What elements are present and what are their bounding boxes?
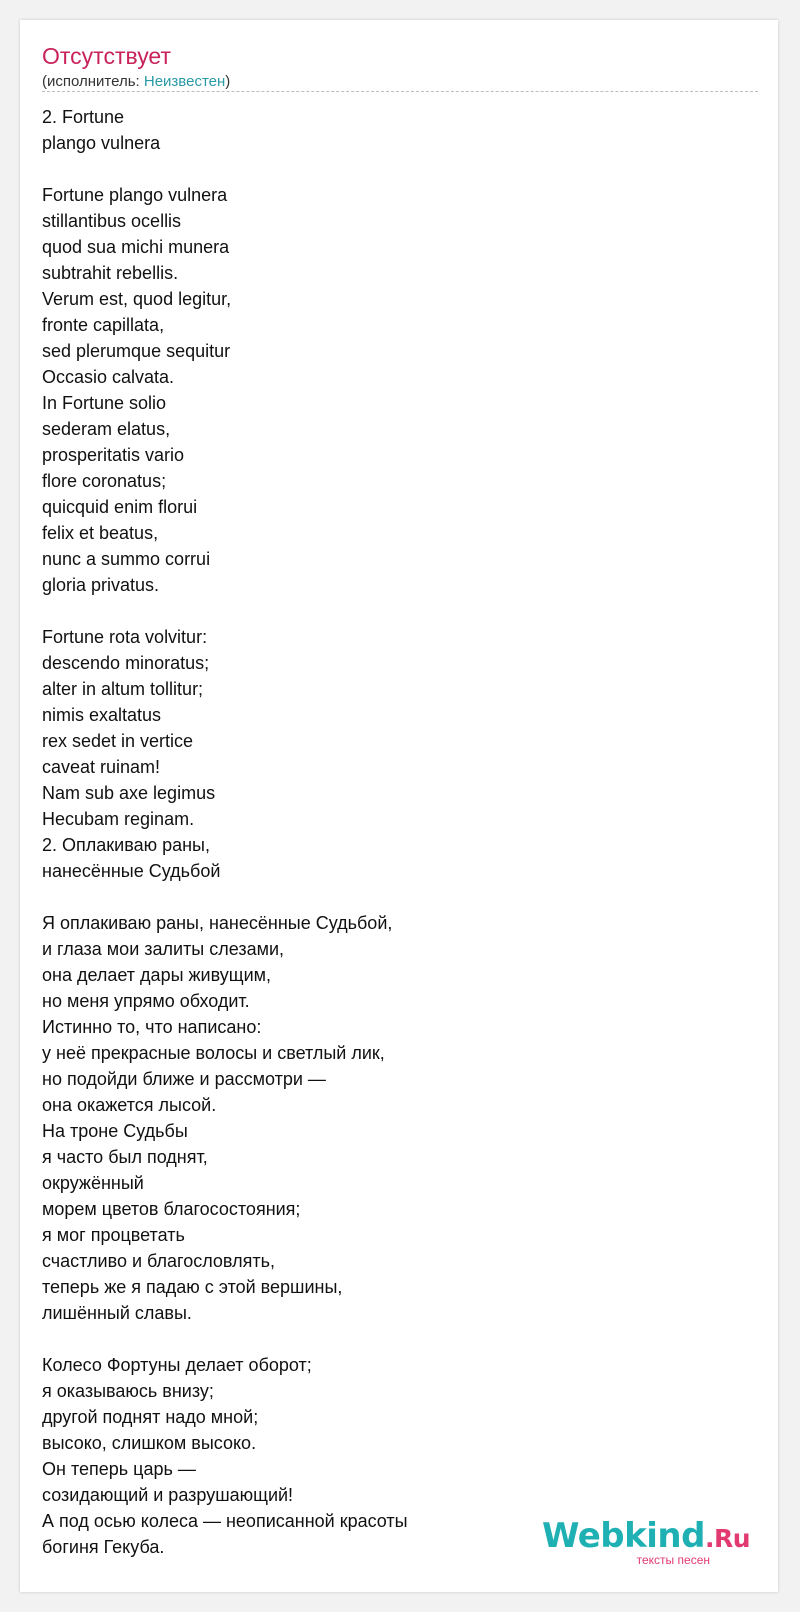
lyric-line: prosperitatis vario — [42, 445, 185, 465]
lyric-line: fronte capillata, — [42, 315, 165, 335]
lyric-line: окружённый — [42, 1173, 144, 1193]
artist-link[interactable]: Неизвестен — [143, 73, 226, 90]
lyric-line: но подойди ближе и рассмотри — — [42, 1069, 326, 1089]
lyric-line: nunc a summo corrui — [42, 549, 211, 569]
lyric-line: Он теперь царь — — [42, 1459, 196, 1479]
lyric-line — [42, 598, 758, 624]
lyric-line: Истинно то, что написано: — [42, 1017, 262, 1037]
artist-line — [42, 72, 758, 92]
lyric-line: я часто был поднят, — [42, 1147, 208, 1167]
lyric-line: я мог процветать — [42, 1225, 185, 1245]
lyric-line: высоко, слишком высоко. — [42, 1433, 257, 1453]
lyric-line: sed plerumque sequitur — [42, 341, 231, 361]
song-title: Отсутствует — [42, 43, 171, 69]
lyric-line: gloria privatus. — [42, 575, 160, 595]
lyric-line: subtrahit rebellis. — [42, 263, 179, 283]
lyric-line: морем цветов благосостояния; — [42, 1199, 301, 1219]
lyric-line: теперь же я падаю с этой вершины, — [42, 1277, 343, 1297]
lyric-line: Колесо Фортуны делает оборот; — [42, 1355, 312, 1375]
song-header — [42, 42, 758, 112]
lyric-line — [42, 1326, 758, 1352]
artist-suffix: ) — [225, 73, 231, 90]
lyric-line: sederam elatus, — [42, 419, 171, 439]
lyric-line: caveat ruinam! — [42, 757, 161, 777]
lyric-line: у неё прекрасные волосы и светлый лик, — [42, 1043, 385, 1063]
lyric-line: я оказываюсь внизу; — [42, 1381, 214, 1401]
site-logo[interactable] — [541, 1516, 750, 1568]
lyric-line — [42, 156, 758, 182]
lyric-line: и глаза мои залиты слезами, — [42, 939, 285, 959]
lyric-line: stillantibus ocellis — [42, 211, 182, 231]
lyric-line: Fortune plango vulnera — [42, 185, 228, 205]
lyric-line: In Fortune solio — [42, 393, 167, 413]
lyric-line: нанесённые Судьбой — [42, 861, 221, 881]
lyric-line — [42, 884, 758, 910]
lyric-line: nimis exaltatus — [42, 705, 162, 725]
lyric-line: 2. Оплакиваю раны, — [42, 835, 210, 855]
lyric-line: созидающий и разрушающий! — [42, 1485, 294, 1505]
lyric-line: Nam sub axe legimus — [42, 783, 216, 803]
lyric-line: она окажется лысой. — [42, 1095, 217, 1115]
logo-tld: .Ru — [704, 1524, 750, 1553]
lyric-line: flore coronatus; — [42, 471, 167, 491]
artist-prefix: (исполнитель: — [42, 73, 144, 90]
lyric-line: богиня Гекуба. — [42, 1537, 165, 1557]
lyric-line: quod sua michi munera — [42, 237, 230, 257]
lyric-line: Verum est, quod legitur, — [42, 289, 232, 309]
lyric-line: plango vulnera — [42, 133, 161, 153]
lyric-line: descendo minoratus; — [42, 653, 210, 673]
lyric-line: лишённый славы. — [42, 1303, 192, 1323]
lyric-line: quicquid enim florui — [42, 497, 198, 517]
header-divider — [42, 91, 758, 92]
logo-name: Webkind — [541, 1516, 705, 1556]
lyric-line: На троне Судьбы — [42, 1121, 188, 1141]
lyric-line: А под осью колеса — неописанной красоты — [42, 1511, 408, 1531]
lyric-line: но меня упрямо обходит. — [42, 991, 250, 1011]
lyric-line: другой поднят надо мной; — [42, 1407, 259, 1427]
lyric-line: Hecubam reginam. — [42, 809, 195, 829]
lyric-line: Fortune rota volvitur: — [42, 627, 208, 647]
lyric-line: Occasio calvata. — [42, 367, 175, 387]
lyric-line: alter in altum tollitur; — [42, 679, 204, 699]
lyric-line: Я оплакиваю раны, нанесённые Судьбой, — [42, 913, 393, 933]
lyric-line: 2. Fortune — [42, 107, 125, 127]
lyrics-card — [20, 20, 778, 1592]
lyrics-text — [42, 104, 758, 1560]
lyric-line: rex sedet in vertice — [42, 731, 194, 751]
logo-tagline: тексты песен — [636, 1553, 710, 1567]
lyric-line: она делает дары живущим, — [42, 965, 272, 985]
lyric-line: felix et beatus, — [42, 523, 159, 543]
lyric-line: счастливо и благословлять, — [42, 1251, 275, 1271]
